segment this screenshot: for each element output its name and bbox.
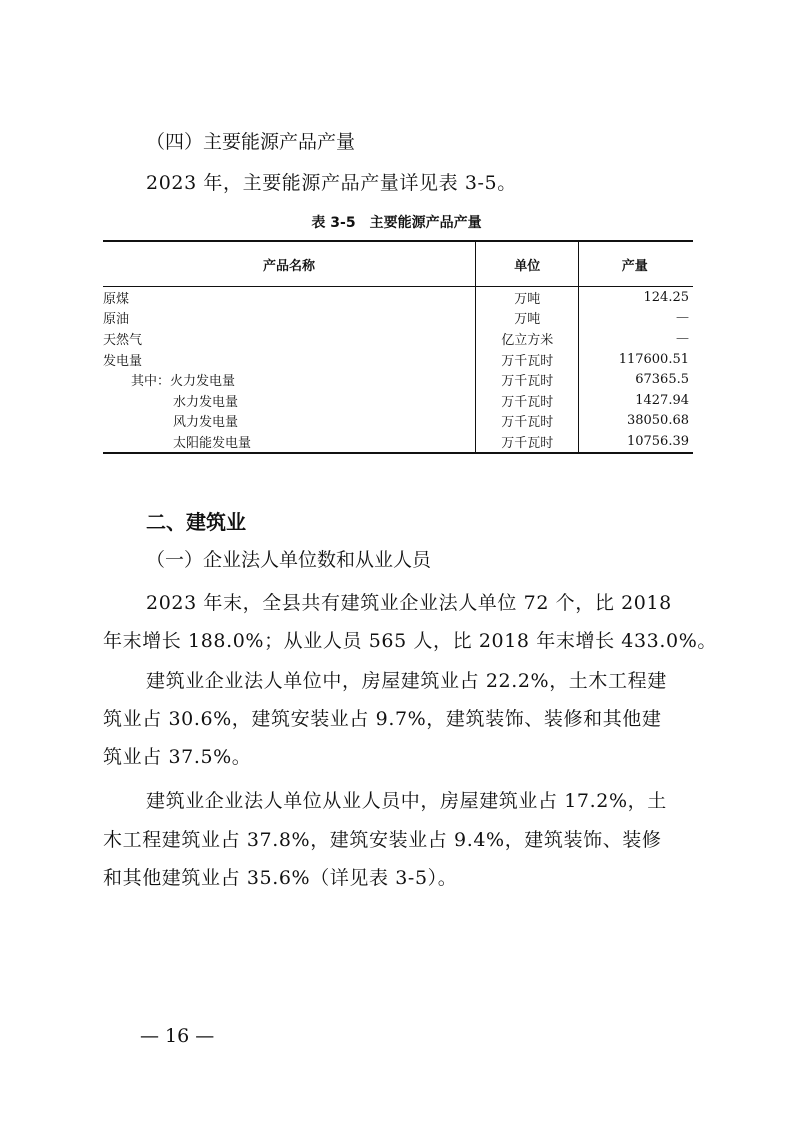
section-heading-construction: 二、建筑业: [146, 510, 246, 534]
table-row: [103, 431, 693, 453]
table-row: [103, 328, 693, 349]
table-row: [103, 411, 693, 432]
energy-output-table: [103, 240, 693, 454]
row-name: 风力发电量: [173, 415, 239, 431]
paragraph-line: 建筑业企业法人单位中，房屋建筑业占 22.2%，土木工程建: [146, 670, 667, 692]
row-name: 水力发电量: [173, 394, 239, 410]
row-unit: 万吨: [476, 287, 579, 308]
page-number: — 16 —: [140, 1025, 215, 1047]
row-value: 67365.5: [579, 369, 693, 390]
paragraph-line: 木工程建筑业占 37.8%，建筑安装业占 9.4%，建筑装饰、装修: [103, 829, 662, 851]
paragraph-line: 建筑业企业法人单位从业人员中，房屋建筑业占 17.2%，土: [146, 790, 667, 812]
table-row: [103, 349, 693, 370]
row-name: 其中：火力发电量: [131, 374, 236, 390]
table-row: [103, 287, 693, 308]
paragraph-line: 筑业占 30.6%，建筑安装业占 9.7%，建筑装饰、装修和其他建: [103, 708, 662, 730]
row-unit: 万千瓦时: [476, 349, 579, 370]
row-value: —: [579, 328, 693, 349]
row-unit: 万千瓦时: [476, 411, 579, 432]
row-name: 太阳能发电量: [103, 431, 476, 453]
section-heading-energy-output: （四）主要能源产品产量: [146, 131, 356, 153]
row-name: 发电量: [103, 353, 143, 369]
subsection-heading-enterprises: （一）企业法人单位数和从业人员: [146, 549, 432, 571]
table-row: [103, 308, 693, 329]
header-output: 产量: [579, 241, 693, 287]
row-unit: 万吨: [476, 308, 579, 329]
row-unit: 万千瓦时: [476, 369, 579, 390]
header-unit: 单位: [476, 241, 579, 287]
row-name: 原煤: [103, 291, 130, 307]
table-header-row: [103, 241, 693, 287]
row-unit: 万千瓦时: [476, 390, 579, 411]
header-product-name: 产品名称: [103, 241, 476, 287]
paragraph-line: 和其他建筑业占 35.6%（详见表 3-5）。: [103, 867, 458, 889]
row-value: 117600.51: [579, 349, 693, 370]
row-name: 原油: [103, 312, 130, 328]
row-unit: 亿立方米: [476, 328, 579, 349]
paragraph-line: 筑业占 37.5%。: [103, 746, 252, 768]
table-row: [103, 369, 693, 390]
table-title: 表 3-5 主要能源产品产量: [311, 215, 482, 231]
row-value: —: [579, 308, 693, 329]
intro-paragraph: 2023 年，主要能源产品产量详见表 3-5。: [146, 172, 517, 194]
row-value: 38050.68: [579, 411, 693, 432]
paragraph-line: 2023 年末，全县共有建筑业企业法人单位 72 个，比 2018: [146, 592, 672, 614]
paragraph-line: 年末增长 188.0%；从业人员 565 人，比 2018 年末增长 433.0%。: [103, 630, 717, 652]
row-value: 1427.94: [579, 390, 693, 411]
row-name: 天然气: [103, 332, 143, 348]
table-row: [103, 390, 693, 411]
row-value: 10756.39: [579, 431, 693, 453]
row-value: 124.25: [579, 287, 693, 308]
row-unit: 万千瓦时: [476, 431, 579, 453]
